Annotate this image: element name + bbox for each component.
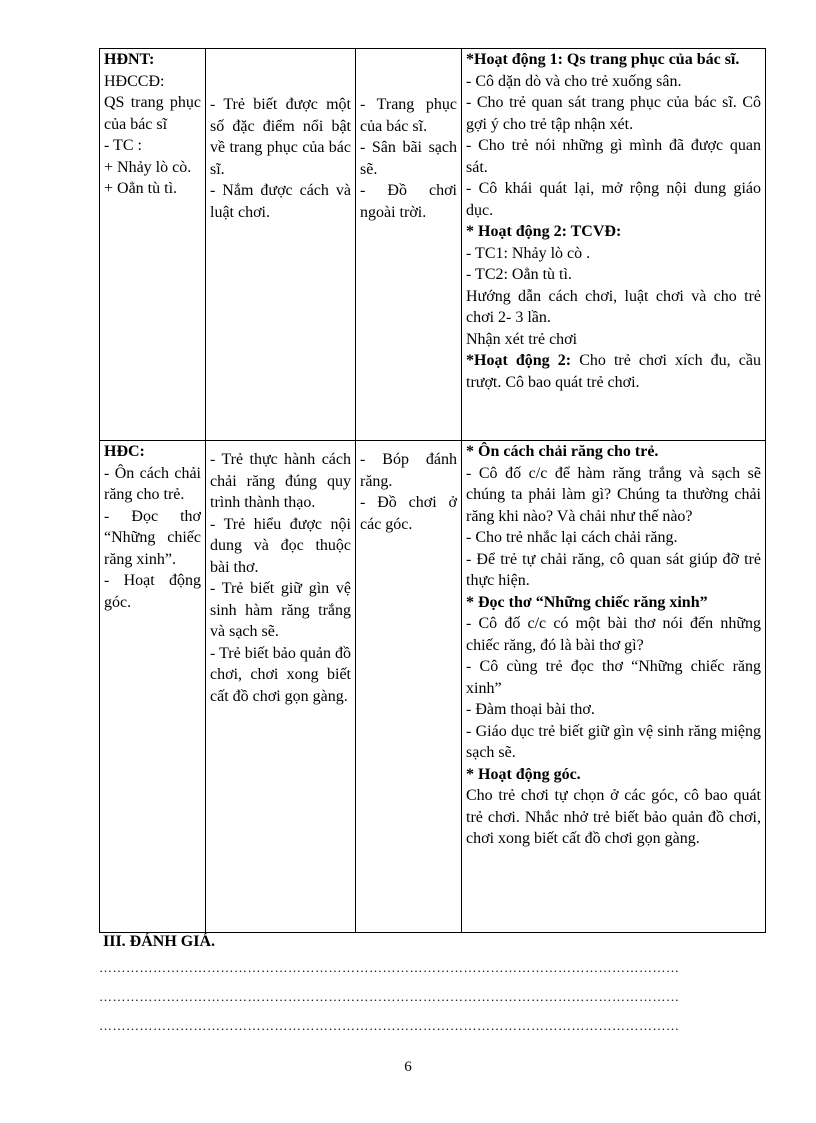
table-row <box>100 49 766 441</box>
procedure-cell <box>462 441 766 933</box>
procedure-line: - Cô đố c/c có một bài thơ nói đến những chiếc răng, đó là bài thơ gì? <box>466 615 761 654</box>
procedure-line: - Cô dặn dò và cho trẻ xuống sân. <box>466 72 682 90</box>
objective-line: - Trẻ hiểu được nội dung và đọc thuộc bài thơ. <box>210 515 351 576</box>
evaluation-line: ………………………………………………………………………………………………………………… <box>99 989 680 1004</box>
procedure-line: - Đàm thoại bài thơ. <box>466 701 595 718</box>
activity-cell <box>100 441 206 933</box>
procedure-line: - Cô đố c/c để hàm răng trắng và sạch sẽ chúng ta phải làm gì? Chúng ta thường chải răng khi nào? Và chải như thế nào? <box>466 464 761 525</box>
procedure-line: - Để trẻ tự chải răng, cô quan sát giúp đỡ trẻ thực hiện. <box>466 550 761 589</box>
objective-line: - Trẻ biết giữ gìn vệ sinh hàm răng trắng và sạch sẽ. <box>210 580 351 640</box>
procedure-heading: * Đọc thơ “Những chiếc răng xinh” <box>466 593 708 611</box>
procedure-line: - TC2: Oẳn tù tì. <box>466 266 572 283</box>
procedure-heading: *Hoạt động 1: Qs trang phục của bác sĩ. <box>466 51 740 68</box>
activity-subheading: HĐCCĐ: <box>104 72 165 90</box>
preparation-line: - Bóp đánh răng. <box>360 451 457 490</box>
table-row <box>100 441 766 933</box>
activity-plan-table <box>99 48 766 933</box>
preparation-line: - Đồ chơi ở các góc. <box>360 494 457 533</box>
evaluation-line: ………………………………………………………………………………………………………………… <box>99 1018 680 1033</box>
activity-line: - Đọc thơ “Những chiếc răng xinh”. <box>104 507 201 568</box>
procedure-line: - TC1: Nhảy lò cò . <box>466 244 591 262</box>
procedure-line: - Cho trẻ quan sát trang phục của bác sĩ. Cô gợi ý cho trẻ tập nhận xét. <box>466 94 761 133</box>
objective-cell <box>206 49 356 441</box>
preparation-cell <box>356 441 462 933</box>
objective-line: - Nắm được cách và luật chơi. <box>210 182 351 221</box>
activity-line: + Nhảy lò cò. <box>104 158 192 176</box>
procedure-line: Nhận xét trẻ chơi <box>466 330 578 348</box>
activity-line: + Oẳn tù tì. <box>104 180 178 197</box>
objective-cell <box>206 441 356 933</box>
preparation-line: - Trang phục của bác sĩ. <box>360 96 457 135</box>
procedure-line: - Giáo dục trẻ biết giữ gìn vệ sinh răng miệng sạch sẽ. <box>466 722 761 761</box>
objective-line: - Trẻ thực hành cách chải răng đúng quy trình thành thạo. <box>210 451 351 511</box>
activity-heading: HĐC: <box>104 443 145 460</box>
procedure-line: - Cô cùng trẻ đọc thơ “Những chiếc răng xinh” <box>466 658 761 697</box>
procedure-line: Hướng dẫn cách chơi, luật chơi và cho trẻ chơi 2- 3 lần. <box>466 287 761 326</box>
preparation-cell <box>356 49 462 441</box>
objective-line: - Trẻ biết bảo quản đồ chơi, chơi xong biết cất đồ chơi gọn gàng. <box>210 644 351 705</box>
activity-line: - Hoạt động góc. <box>104 572 201 611</box>
procedure-line: Cho trẻ chơi tự chọn ở các góc, cô bao quát trẻ chơi. Nhắc nhở trẻ biết bảo quản đồ chơi, chơi xong biết cất đồ chơi gọn gàng. <box>466 787 761 847</box>
procedure-heading: * Hoạt động góc. <box>466 765 581 783</box>
activity-cell <box>100 49 206 441</box>
preparation-line: - Đồ chơi ngoài trời. <box>360 182 457 221</box>
objective-line: - Trẻ biết được một số đặc điểm nổi bật về trang phục của bác sĩ. <box>210 96 351 178</box>
activity-heading: HĐNT: <box>104 51 155 68</box>
procedure-line <box>466 350 761 393</box>
activity-line: - TC : <box>104 137 142 154</box>
activity-line: - Ôn cách chải răng cho trẻ. <box>104 464 201 503</box>
procedure-cell <box>462 49 766 441</box>
evaluation-title: III. ĐÁNH GIÁ. <box>103 933 216 950</box>
activity-line: QS trang phục của bác sĩ <box>104 94 201 133</box>
evaluation-line: ………………………………………………………………………………………………………………… <box>99 960 680 975</box>
procedure-inline-heading: *Hoạt động 2: <box>466 352 572 369</box>
procedure-heading: * Hoạt động 2: TCVĐ: <box>466 223 622 240</box>
procedure-inline-text: Cho trẻ chơi xích đu, cầu trượt. Cô bao quát trẻ chơi. <box>466 352 761 391</box>
preparation-line: - Sân bãi sạch sẽ. <box>360 139 457 178</box>
procedure-line: - Cô khái quát lại, mở rộng nội dung giáo dục. <box>466 180 761 219</box>
procedure-heading: * Ôn cách chải răng cho trẻ. <box>466 443 659 460</box>
procedure-line: - Cho trẻ nói những gì mình đã được quan sát. <box>466 137 761 176</box>
procedure-line: - Cho trẻ nhắc lại cách chải răng. <box>466 529 678 546</box>
page-number: 6 <box>404 1059 412 1075</box>
